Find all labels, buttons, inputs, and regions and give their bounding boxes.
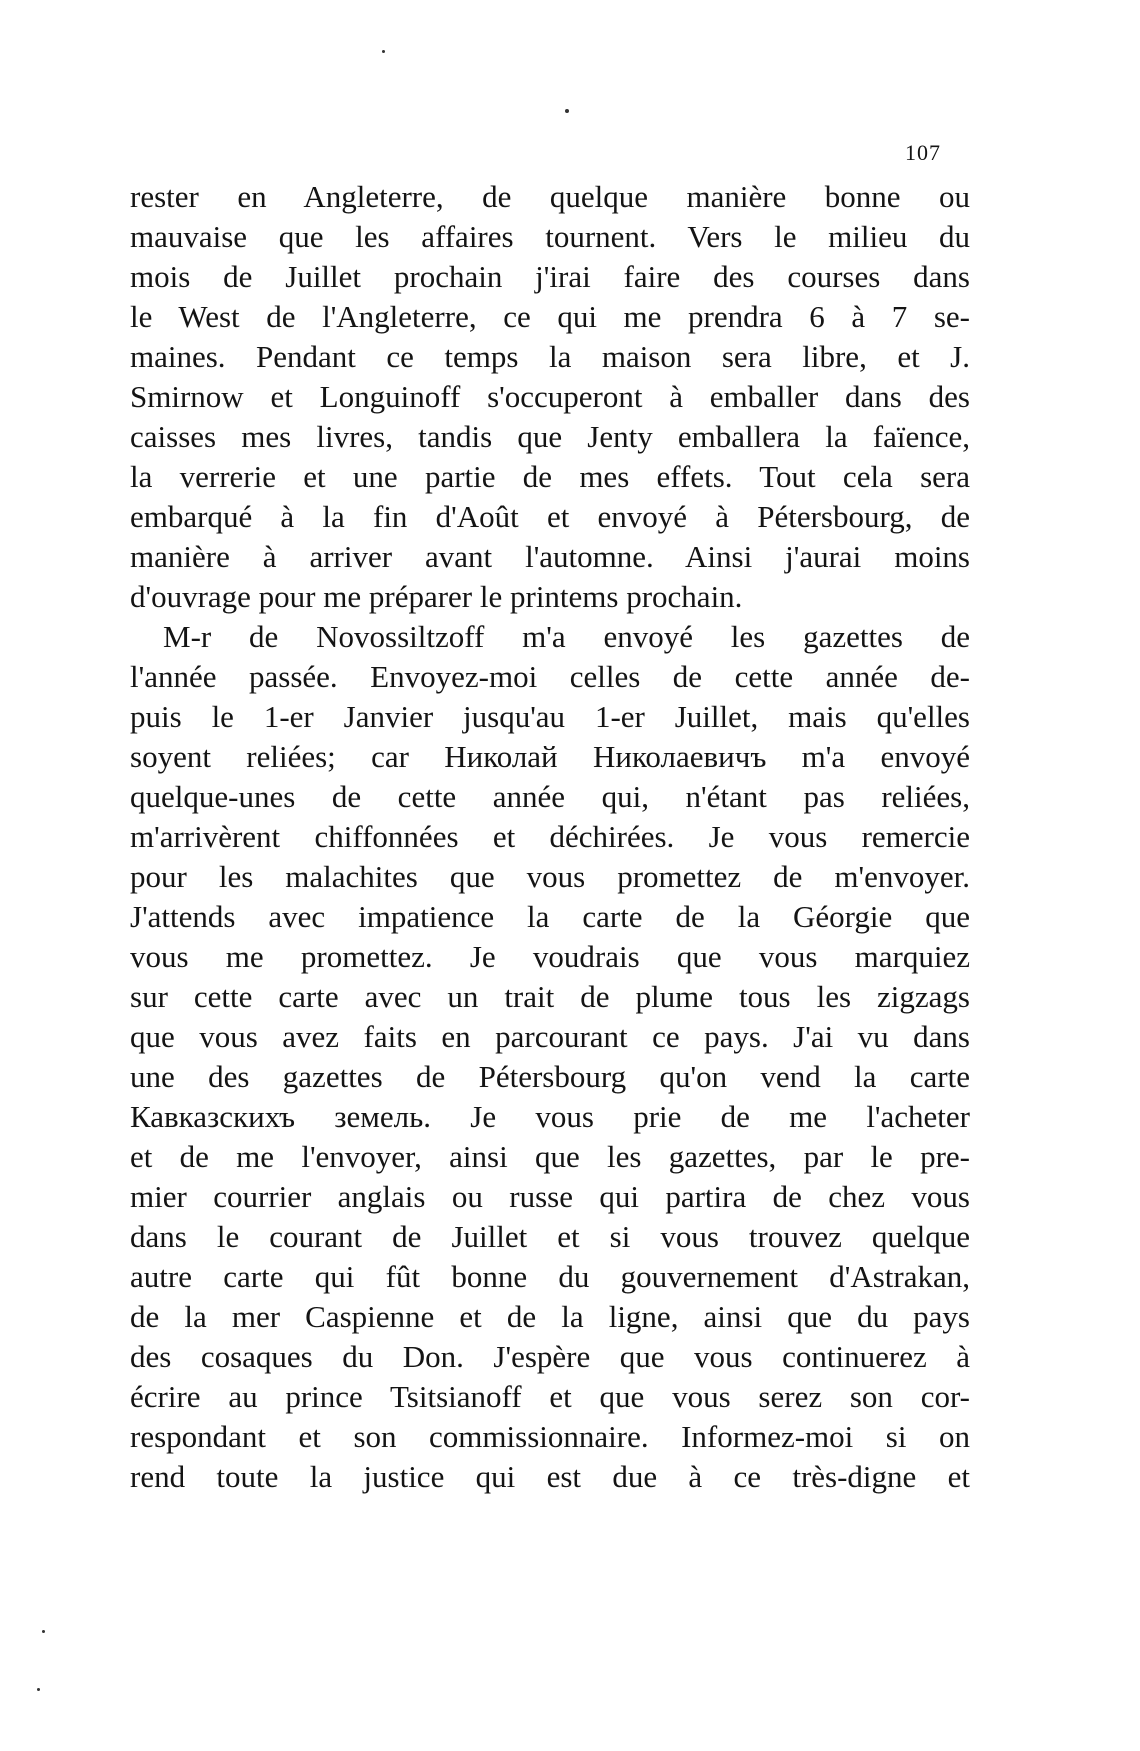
text-line: la verrerie et une partie de mes effets. Tout cela sera [130, 459, 970, 494]
text-line: sur cette carte avec un trait de plume tous les zigzags [130, 979, 970, 1014]
text-line: mauvaise que les affaires tournent. Vers le milieu du [130, 219, 970, 254]
scan-speck [565, 109, 569, 113]
text-line: puis le 1-er Janvier jusqu'au 1-er Juillet, mais qu'elles [130, 699, 970, 734]
text-line: le West de l'Angleterre, ce qui me prendra 6 à 7 se- [130, 299, 970, 334]
text-line: rester en Angleterre, de quelque manière bonne ou [130, 179, 970, 214]
text-line: m'arrivèrent chiffonnées et déchirées. Je vous remercie [130, 819, 970, 854]
scan-speck [382, 50, 385, 53]
text-line: Кавказскихъ земель. Je vous prie de me l'acheter [130, 1099, 970, 1134]
text-line: de la mer Caspienne et de la ligne, ainsi que du pays [130, 1299, 970, 1334]
text-line: d'ouvrage pour me préparer le printems prochain. [130, 579, 743, 614]
page-number: 107 [905, 140, 941, 165]
text-line: quelque-unes de cette année qui, n'étant pas reliées, [130, 779, 970, 814]
text-line: rend toute la justice qui est due à ce très-digne et [130, 1459, 970, 1494]
text-line: autre carte qui fût bonne du gouvernement d'Astrakan, [130, 1259, 970, 1294]
text-line: une des gazettes de Pétersbourg qu'on vend la carte [130, 1059, 970, 1094]
text-line: caisses mes livres, tandis que Jenty emballera la faïence, [130, 419, 970, 454]
text-line: mier courrier anglais ou russe qui partira de chez vous [130, 1179, 970, 1214]
text-line: mois de Juillet prochain j'irai faire des courses dans [130, 259, 970, 294]
text-line: Smirnow et Longuinoff s'occuperont à emballer dans des [130, 379, 970, 414]
text-line: manière à arriver avant l'automne. Ainsi j'aurai moins [130, 539, 970, 574]
text-line: des cosaques du Don. J'espère que vous continuerez à [130, 1339, 970, 1374]
text-line: embarqué à la fin d'Août et envoyé à Pétersbourg, de [130, 499, 970, 534]
text-line: que vous avez faits en parcourant ce pays. J'ai vu dans [130, 1019, 970, 1054]
text-line: M-r de Novossiltzoff m'a envoyé les gazettes de [163, 619, 970, 654]
text-line: écrire au prince Tsitsianoff et que vous serez son cor- [130, 1379, 970, 1414]
scan-speck [42, 1630, 45, 1633]
text-line: l'année passée. Envoyez-moi celles de cette année de- [130, 659, 970, 694]
text-line: J'attends avec impatience la carte de la Géorgie que [130, 899, 970, 934]
text-line: dans le courant de Juillet et si vous trouvez quelque [130, 1219, 970, 1254]
text-line: maines. Pendant ce temps la maison sera libre, et J. [130, 339, 970, 374]
text-line: vous me promettez. Je voudrais que vous marquiez [130, 939, 970, 974]
text-line: pour les malachites que vous promettez de m'envoyer. [130, 859, 970, 894]
text-line: soyent reliées; car Николай Николаевичъ m'a envoyé [130, 739, 970, 774]
text-line: et de me l'envoyer, ainsi que les gazettes, par le pre- [130, 1139, 970, 1174]
scan-speck [37, 1688, 40, 1691]
text-line: respondant et son commissionnaire. Informez-moi si on [130, 1419, 970, 1454]
